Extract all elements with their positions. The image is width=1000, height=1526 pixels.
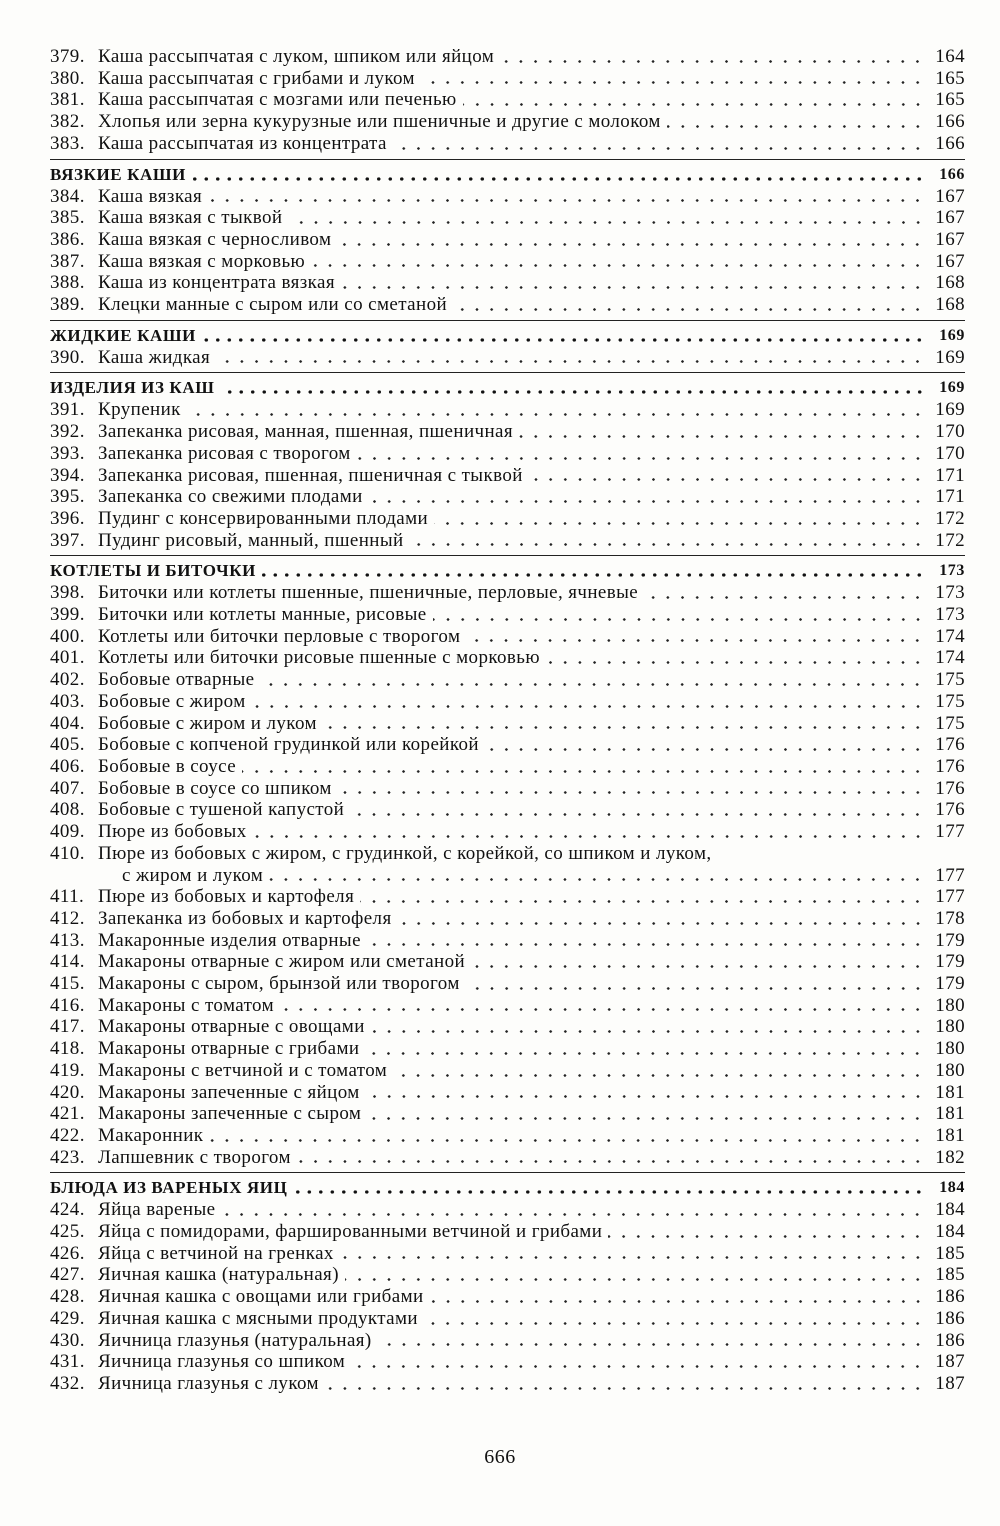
dot-leader: [366, 1095, 925, 1098]
page-ref: 184: [935, 1199, 965, 1221]
dot-leader: [466, 987, 925, 990]
entry-number: 391.: [50, 399, 85, 421]
entry-number: 420.: [50, 1081, 85, 1103]
dot-leader: [293, 1190, 925, 1194]
dot-leader: [393, 1074, 925, 1077]
toc-entry: [50, 821, 965, 843]
entry-title-continued: с жиром и луком: [122, 864, 264, 886]
page-ref: 186: [935, 1329, 965, 1351]
toc-entry: [50, 691, 965, 713]
page-ref: 176: [935, 755, 965, 777]
entry-number: 403.: [50, 690, 85, 712]
entry-number: 426.: [50, 1242, 85, 1264]
page-ref: 181: [935, 1124, 965, 1146]
entry-title: Макаронные изделия отварные: [98, 929, 361, 951]
toc-entry: [50, 799, 965, 821]
entry-number: 398.: [50, 582, 85, 604]
page-ref: 180: [935, 1059, 965, 1081]
page-ref: 180: [935, 994, 965, 1016]
entry-number: 424.: [50, 1199, 85, 1221]
entry-title: Биточки или котлеты манные, рисовые: [98, 604, 427, 626]
entry-number: 399.: [50, 604, 85, 626]
entry-title: Каша рассыпчатая с мозгами или печенью: [98, 89, 457, 111]
toc-entry: [50, 1243, 965, 1265]
entry-line-2: [50, 865, 965, 887]
entry-title: Яйца с помидорами, фаршированными ветчиной и грибами: [98, 1221, 603, 1243]
entry-number: 389.: [50, 294, 85, 316]
entry-number: 404.: [50, 712, 85, 734]
dot-leader: [371, 1030, 925, 1033]
dot-leader: [546, 661, 925, 664]
entry-title: Бобовые с тушеной капустой: [98, 799, 345, 821]
entry-number: 414.: [50, 951, 85, 973]
entry-title: Макароны запеченные с сыром: [98, 1103, 362, 1125]
entry-number: 406.: [50, 755, 85, 777]
entry-title: Макароны отварные с жиром или сметаной: [98, 951, 466, 973]
entry-title: Запеканка рисовая с творогом: [98, 442, 351, 464]
toc-entry: [50, 647, 965, 669]
toc-entry: [50, 1264, 965, 1286]
page-ref: 173: [939, 562, 965, 580]
toc-entry: [50, 756, 965, 778]
toc-entry: [50, 46, 965, 68]
toc-entry: [50, 207, 965, 229]
dot-leader: [253, 835, 925, 838]
entry-number: 416.: [50, 994, 85, 1016]
toc-entry: [50, 1125, 965, 1147]
dot-leader: [216, 360, 925, 363]
entry-title: Запеканка из бобовых и картофеля: [98, 907, 392, 929]
entry-number: 413.: [50, 929, 85, 951]
section-header: [50, 555, 965, 582]
entry-title: Запеканка рисовая, манная, пшенная, пшеничная: [98, 421, 514, 443]
entry-number: 408.: [50, 799, 85, 821]
entry-number: 385.: [50, 207, 85, 229]
toc-entry: [50, 930, 965, 952]
entry-title: Каша вязкая с тыквой: [98, 207, 283, 229]
page-ref: 174: [935, 625, 965, 647]
entry-number: 405.: [50, 734, 85, 756]
entry-number: 381.: [50, 89, 85, 111]
dot-leader: [262, 573, 925, 577]
entry-title: Каша рассыпчатая с луком, шпиком или яйцом: [98, 46, 495, 67]
entry-title: Пудинг рисовый, манный, пшенный: [98, 529, 404, 551]
entry-number: 396.: [50, 507, 85, 529]
toc-entry: [50, 89, 965, 111]
toc-entry: [50, 1351, 965, 1373]
dot-leader: [430, 1300, 925, 1303]
entry-title: Клецки манные с сыром или со сметаной: [98, 294, 448, 316]
entry-title: Яйца вареные: [98, 1199, 216, 1221]
entry-number: 402.: [50, 669, 85, 691]
dot-leader: [202, 338, 925, 342]
entry-title: Каша вязкая с морковью: [98, 250, 306, 272]
dot-leader: [360, 900, 925, 903]
section-title: ИЗДЕЛИЯ ИЗ КАШ: [50, 378, 215, 398]
dot-leader: [311, 264, 925, 267]
page-ref: 166: [935, 132, 965, 154]
entry-number: 427.: [50, 1264, 85, 1286]
page-ref: 177: [935, 864, 965, 886]
dot-leader: [466, 639, 925, 642]
entry-title: Пюре из бобовых и картофеля: [98, 886, 355, 908]
entry-title: Бобовые с жиром и луком: [98, 712, 317, 734]
entry-title: Бобовые отварные: [98, 669, 255, 691]
entry-number: 429.: [50, 1307, 85, 1329]
dot-leader: [221, 1213, 925, 1216]
toc-entry: [50, 713, 965, 735]
dot-leader: [208, 199, 925, 202]
entry-number: 412.: [50, 907, 85, 929]
entry-number: 395.: [50, 486, 85, 508]
entry-title: Котлеты или биточки перловые с творогом: [98, 625, 461, 647]
page-ref: 167: [935, 185, 965, 207]
toc-entry: [50, 68, 965, 90]
page-ref: 173: [935, 604, 965, 626]
page-ref: 176: [935, 799, 965, 821]
toc-entry: [50, 951, 965, 973]
entry-number: 422.: [50, 1124, 85, 1146]
entry-title: Бобовые в соусе со шпиком: [98, 777, 332, 799]
page-ref: 180: [935, 1016, 965, 1038]
entry-number: 379.: [50, 46, 85, 67]
page-ref: 176: [935, 734, 965, 756]
dot-leader: [345, 1278, 925, 1281]
dot-leader: [367, 943, 925, 946]
entry-title: Яичница глазунья с луком: [98, 1372, 319, 1394]
dot-leader: [463, 103, 925, 106]
entry-number: 417.: [50, 1016, 85, 1038]
toc-entry: [50, 1373, 965, 1395]
entry-line-1: [50, 843, 712, 865]
entry-number: 421.: [50, 1103, 85, 1125]
entry-number: 430.: [50, 1329, 85, 1351]
toc-entry: [50, 669, 965, 691]
entry-number: 388.: [50, 272, 85, 294]
page-ref: 187: [935, 1372, 965, 1394]
page-ref: 167: [935, 250, 965, 272]
page-ref: 185: [935, 1242, 965, 1264]
section-header: [50, 1172, 965, 1199]
toc-entry: [50, 582, 965, 604]
dot-leader: [453, 308, 925, 311]
dot-leader: [410, 543, 925, 546]
dot-leader: [340, 1256, 925, 1259]
entry-number: 397.: [50, 529, 85, 551]
entry-number: 387.: [50, 250, 85, 272]
entry-title: Макароны с томатом: [98, 994, 275, 1016]
section-title: БЛЮДА ИЗ ВАРЕНЫХ ЯИЦ: [50, 1178, 288, 1198]
entry-title: Макароны отварные с овощами: [98, 1016, 365, 1038]
toc-entry: [50, 995, 965, 1017]
toc-entry: [50, 486, 965, 508]
entry-title: Крупеник: [98, 399, 181, 421]
entry-number: 428.: [50, 1286, 85, 1308]
dot-leader: [337, 243, 925, 246]
toc-entry: [50, 1286, 965, 1308]
dot-leader: [338, 791, 925, 794]
page-ref: 181: [935, 1103, 965, 1125]
page-ref: 176: [935, 777, 965, 799]
entry-title: Лапшевник с творогом: [98, 1146, 291, 1168]
entry-title: Котлеты или биточки рисовые пшенные с морковью: [98, 647, 540, 669]
dot-leader: [187, 413, 925, 416]
toc-entry: [50, 229, 965, 251]
entry-title: Яйца с ветчиной на гренках: [98, 1242, 334, 1264]
page-ref: 166: [935, 111, 965, 133]
toc-entry: [50, 886, 965, 908]
entry-number: 418.: [50, 1038, 85, 1060]
toc-entry: [50, 626, 965, 648]
page-ref: 168: [935, 272, 965, 294]
toc-entry: [50, 1103, 965, 1125]
page-ref: 170: [935, 421, 965, 443]
entry-title: Хлопья или зерна кукурузные или пшеничные и другие с молоком: [98, 111, 661, 133]
toc-entry: [50, 1060, 965, 1082]
entry-title: Пудинг с консервированными плодами: [98, 507, 429, 529]
entry-title: Бобовые с копченой грудинкой или корейкой: [98, 734, 479, 756]
page-ref: 171: [935, 486, 965, 508]
entry-number: 382.: [50, 111, 85, 133]
dot-leader: [350, 813, 925, 816]
entry-title: Бобовые с жиром: [98, 690, 246, 712]
toc-entry: [50, 604, 965, 626]
dot-leader: [341, 286, 925, 289]
entry-title: Каша вязкая с черносливом: [98, 228, 332, 250]
toc-entry: [50, 1199, 965, 1221]
page-ref: 184: [939, 1179, 965, 1197]
entry-number: 432.: [50, 1372, 85, 1394]
entry-number: 415.: [50, 973, 85, 995]
section-header: [50, 372, 965, 399]
page-number: 666: [484, 1446, 516, 1468]
dot-leader: [667, 125, 925, 128]
dot-leader: [323, 726, 925, 729]
page-ref: 180: [935, 1038, 965, 1060]
dot-leader: [471, 965, 925, 968]
entry-number: 409.: [50, 821, 85, 843]
entry-number: 425.: [50, 1221, 85, 1243]
entry-number: 419.: [50, 1059, 85, 1081]
dot-leader: [357, 457, 925, 460]
toc-entry: [50, 443, 965, 465]
dot-leader: [252, 705, 925, 708]
dot-leader: [269, 878, 925, 881]
page-ref: 169: [935, 346, 965, 368]
entry-title: Каша рассыпчатая из концентрата: [98, 132, 387, 154]
entry-title: Макароны отварные с грибами: [98, 1038, 360, 1060]
page-ref: 168: [935, 294, 965, 316]
entry-number: 407.: [50, 777, 85, 799]
entry-title: Запеканка рисовая, пшенная, пшеничная с тыквой: [98, 464, 523, 486]
page-ref: 184: [935, 1221, 965, 1243]
entry-title: Каша жидкая: [98, 346, 211, 368]
entry-number: 423.: [50, 1146, 85, 1168]
page-ref: 169: [939, 379, 965, 397]
page-ref: 172: [935, 507, 965, 529]
toc-entry: [50, 908, 965, 930]
dot-leader: [500, 60, 925, 63]
toc-entry: [50, 1147, 965, 1169]
dot-leader: [433, 618, 925, 621]
entry-title: Каша из концентрата вязкая: [98, 272, 335, 294]
entry-number: 394.: [50, 464, 85, 486]
toc-entry: [50, 347, 965, 369]
page-ref: 181: [935, 1081, 965, 1103]
entry-title: Пюре из бобовых с жиром, с грудинкой, с корейкой, со шпиком и луком,: [98, 842, 712, 864]
dot-leader: [519, 435, 925, 438]
dot-leader: [209, 1139, 925, 1142]
toc-entry: [50, 973, 965, 995]
toc-entry: [50, 1221, 965, 1243]
toc-entry: [50, 186, 965, 208]
page-ref: 167: [935, 207, 965, 229]
toc-entry: [50, 399, 965, 421]
entry-number: 431.: [50, 1351, 85, 1373]
entry-title: Макароны с ветчиной и с томатом: [98, 1059, 388, 1081]
page-ref: 169: [939, 326, 965, 344]
toc-entry: [50, 734, 965, 756]
dot-leader: [369, 500, 925, 503]
dot-leader: [365, 1052, 925, 1055]
entry-title: Яичная кашка с овощами или грибами: [98, 1286, 424, 1308]
entry-number: 411.: [50, 886, 85, 908]
toc-entry: [50, 508, 965, 530]
dot-leader: [221, 390, 925, 394]
page-ref: 170: [935, 442, 965, 464]
page-ref: 186: [935, 1286, 965, 1308]
dot-leader: [325, 1387, 925, 1390]
dot-leader: [529, 478, 925, 481]
entry-title: Макаронник: [98, 1124, 204, 1146]
entry-number: 401.: [50, 647, 85, 669]
page-ref: 186: [935, 1307, 965, 1329]
section-title: КОТЛЕТЫ И БИТОЧКИ: [50, 561, 256, 581]
entry-number: 383.: [50, 132, 85, 154]
dot-leader: [424, 1322, 925, 1325]
page-ref: 171: [935, 464, 965, 486]
page-ref: 175: [935, 669, 965, 691]
dot-leader: [421, 81, 925, 84]
entry-number: 380.: [50, 67, 85, 89]
entry-title: Пюре из бобовых: [98, 821, 247, 843]
toc-entry: [50, 778, 965, 800]
toc-entry: [50, 1038, 965, 1060]
page-ref: 164: [935, 46, 965, 67]
page-ref: 187: [935, 1351, 965, 1373]
page-ref: 169: [935, 399, 965, 421]
toc-entry: [50, 1330, 965, 1352]
section-header: [50, 159, 965, 186]
dot-leader: [608, 1235, 925, 1238]
dot-leader: [289, 221, 926, 224]
entry-title: Макароны с сыром, брынзой или творогом: [98, 973, 460, 995]
entry-number: 390.: [50, 346, 85, 368]
dot-leader: [378, 1343, 925, 1346]
toc-entry: [50, 421, 965, 443]
page-ref: 178: [935, 907, 965, 929]
dot-leader: [393, 147, 925, 150]
entry-number: 410.: [50, 842, 85, 864]
dot-leader: [434, 522, 925, 525]
toc-entry: [50, 133, 965, 155]
toc-entry: [50, 465, 965, 487]
toc-entry: [50, 294, 965, 316]
toc-entry: [50, 111, 965, 133]
dot-leader: [351, 1365, 925, 1368]
toc-entry: [50, 843, 965, 886]
page-ref: 174: [935, 647, 965, 669]
dot-leader: [644, 596, 925, 599]
page-ref: 185: [935, 1264, 965, 1286]
page-ref: 177: [935, 886, 965, 908]
page-ref: 182: [935, 1146, 965, 1168]
dot-leader: [192, 177, 925, 181]
page-ref: 177: [935, 821, 965, 843]
entry-number: 392.: [50, 421, 85, 443]
entry-title: Яичная кашка с мясными продуктами: [98, 1307, 419, 1329]
section-title: ЖИДКИЕ КАШИ: [50, 325, 196, 345]
page-ref: 179: [935, 973, 965, 995]
dot-leader: [297, 1160, 925, 1163]
page-ref: 179: [935, 929, 965, 951]
entry-title: Яичница глазунья (натуральная): [98, 1329, 372, 1351]
entry-title: Яичница глазунья со шпиком: [98, 1351, 346, 1373]
toc-entry: [50, 1016, 965, 1038]
dot-leader: [398, 922, 925, 925]
entry-title: Яичная кашка (натуральная): [98, 1264, 339, 1286]
page-ref: 166: [939, 165, 965, 183]
section-header: [50, 320, 965, 347]
toc-entry: [50, 272, 965, 294]
entry-number: 393.: [50, 442, 85, 464]
dot-leader: [485, 748, 925, 751]
page-ref: 175: [935, 712, 965, 734]
entry-title: Бобовые в соусе: [98, 755, 237, 777]
dot-leader: [242, 770, 925, 773]
page-ref: 165: [935, 89, 965, 111]
toc-entry: [50, 251, 965, 273]
dot-leader: [260, 683, 925, 686]
page-ref: 173: [935, 582, 965, 604]
toc-entry: [50, 1308, 965, 1330]
page-ref: 165: [935, 67, 965, 89]
entry-title: Каша вязкая: [98, 185, 203, 207]
section-title: ВЯЗКИЕ КАШИ: [50, 164, 186, 184]
page-ref: 179: [935, 951, 965, 973]
entry-title: Запеканка со свежими плодами: [98, 486, 363, 508]
dot-leader: [280, 1008, 925, 1011]
entry-title: Макароны запеченные с яйцом: [98, 1081, 360, 1103]
entry-number: 384.: [50, 185, 85, 207]
toc-entry: [50, 1082, 965, 1104]
page-ref: 175: [935, 690, 965, 712]
dot-leader: [367, 1117, 925, 1120]
entry-title: Биточки или котлеты пшенные, пшеничные, перловые, ячневые: [98, 582, 639, 604]
toc-entry: [50, 530, 965, 552]
entry-number: 386.: [50, 228, 85, 250]
table-of-contents: [50, 46, 965, 1395]
page-ref: 167: [935, 228, 965, 250]
entry-number: 400.: [50, 625, 85, 647]
page-ref: 172: [935, 529, 965, 551]
entry-title: Каша рассыпчатая с грибами и луком: [98, 67, 415, 89]
